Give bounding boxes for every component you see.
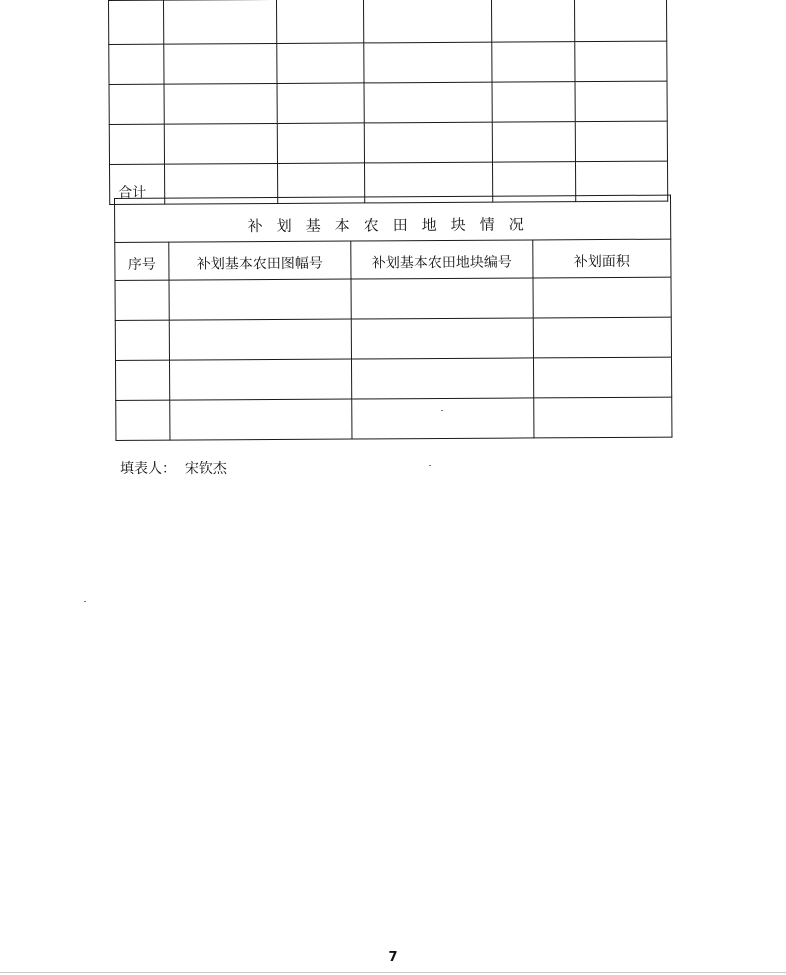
table-row: [109, 0, 667, 44]
table-header-row: [115, 239, 671, 280]
table-row: [115, 317, 671, 360]
header-parcel-number: 补划基本农田地块编号: [351, 240, 533, 279]
table-cell: [491, 0, 574, 42]
table-cell: [351, 358, 533, 399]
table-cell: [277, 43, 364, 84]
table-cell: [109, 44, 164, 84]
table-cell: [277, 123, 364, 164]
table-cell: [492, 122, 575, 163]
page-number: 7: [388, 950, 398, 965]
page-edge-line: [0, 972, 786, 973]
table-cell: [533, 357, 671, 398]
table-cell: [277, 83, 364, 124]
table-cell: [352, 398, 534, 439]
land-parcel-table-continued: [108, 0, 668, 205]
table-row: [115, 357, 671, 400]
table-cell: [492, 42, 575, 83]
table-cell: [164, 123, 277, 164]
table-row: [109, 41, 667, 84]
table-cell: [364, 122, 492, 163]
table-cell: [164, 43, 277, 84]
table-cell: [575, 41, 667, 82]
total-label: 合计: [110, 164, 165, 204]
table-title: 补划基本农田地块情况: [115, 195, 671, 242]
table-cell: [109, 0, 164, 44]
table-cell: [364, 42, 492, 83]
table-cell: [169, 319, 351, 360]
table-cell: [109, 84, 164, 124]
table-cell: [170, 399, 352, 440]
table-cell: [351, 278, 533, 319]
table-cell: [575, 81, 667, 122]
table-cell: [574, 0, 666, 42]
table-row: [109, 81, 667, 124]
filler-name: 宋钦杰: [184, 461, 227, 477]
supplementary-farmland-table: [114, 195, 672, 441]
table-cell: [115, 320, 169, 360]
table-cell: [575, 121, 667, 162]
table-cell: [164, 0, 277, 44]
table-title-row: [115, 195, 671, 242]
table-cell: [115, 280, 169, 320]
header-serial-number: 序号: [115, 242, 169, 280]
form-filler-line: [120, 458, 227, 478]
table-cell: [533, 317, 671, 358]
scan-speck: [441, 410, 443, 411]
table-row: [115, 277, 671, 320]
table-cell: [533, 277, 671, 318]
table-cell: [276, 0, 363, 43]
scan-speck: [429, 465, 431, 466]
header-area: 补划面积: [533, 239, 671, 278]
table-cell: [364, 82, 492, 123]
table-cell: [169, 279, 351, 320]
table-row: [109, 121, 667, 164]
header-map-sheet-number: 补划基本农田图幅号: [169, 241, 351, 280]
table-row: [116, 397, 672, 440]
filler-label: 填表人：: [120, 461, 176, 477]
table-cell: [109, 124, 164, 164]
table-cell: [363, 0, 491, 43]
scan-speck: [84, 601, 86, 602]
table-cell: [492, 82, 575, 123]
table-cell: [164, 83, 277, 124]
table-cell: [351, 318, 533, 359]
table-cell: [116, 400, 170, 440]
table-cell: [169, 359, 351, 400]
table-cell: [534, 397, 672, 438]
table-cell: [115, 360, 169, 400]
